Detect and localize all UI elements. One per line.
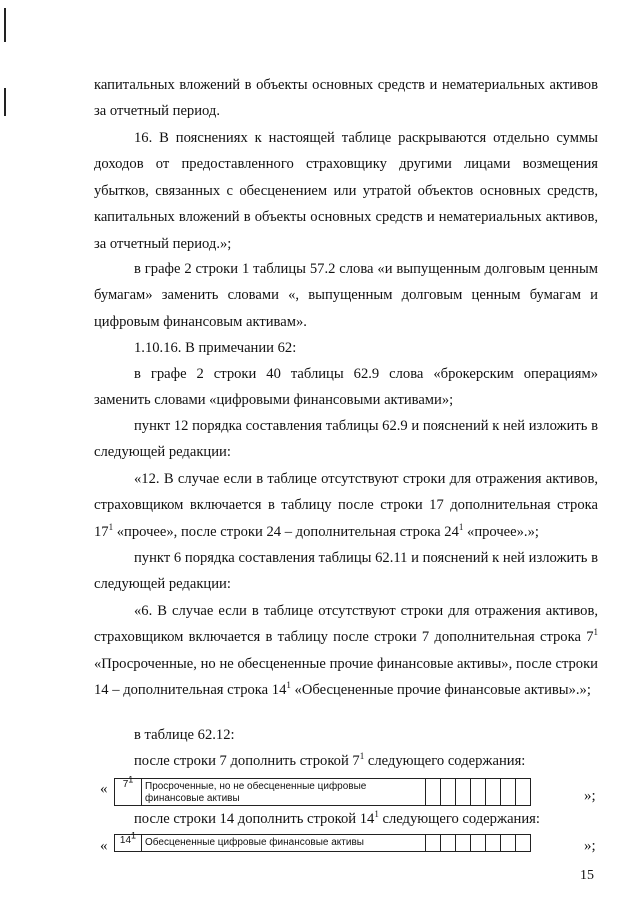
empty-cell <box>426 779 441 806</box>
table1-close-quote: »; <box>584 788 596 804</box>
paragraph-table-57-2: в графе 2 строки 1 таблицы 57.2 слова «и выпущенным долговым ценным бумагам» заменить словами «, выпущенным долговым ценным бумагам и цифровым финансовым активам». <box>94 261 598 330</box>
empty-cell <box>456 835 471 852</box>
paragraph-1-10-16: 1.10.16. В примечании 62: <box>134 340 297 356</box>
empty-cell <box>441 835 456 852</box>
table1-open-quote: « <box>100 781 108 797</box>
empty-cell <box>486 835 501 852</box>
page-number: 15 <box>580 868 594 883</box>
paragraph-table-62-9: в графе 2 строки 40 таблицы 62.9 слова «брокерским операциям» заменить словами «цифровыми финансовыми активами»; <box>94 366 598 409</box>
paragraph-quote-6: «6. В случае если в таблице отсутствуют строки для отражения активов, страховщиком включается в таблицу после строки 7 дополнительная строка $7^1$ «Просроченные, но не обесцененные прочие финансовые активы», после строки 14 – дополнительная строка $14^1$ «Обесцененные прочие финансовые активы».»; <box>94 603 598 699</box>
empty-cell <box>516 779 531 806</box>
paragraph-point-6: пункт 6 порядка составления таблицы 62.11 и пояснений к ней изложить в следующей редакции: <box>94 550 598 593</box>
empty-cell <box>516 835 531 852</box>
empty-cell <box>456 779 471 806</box>
paragraph-point-12: пункт 12 порядка составления таблицы 62.9 и пояснений к ней изложить в следующей редакции: <box>94 418 598 461</box>
margin-mark-top <box>4 8 6 42</box>
row-name-cell: Просроченные, но не обесцененные цифровые финансовые активы <box>142 779 426 806</box>
paragraph-quote-12: «12. В случае если в таблице отсутствуют строки для отражения активов, страховщиком включается в таблицу после строки 17 дополнительная строка $17^1$ «прочее», после строки 24 – дополнительная строка $24^1$ «прочее».»; <box>94 471 598 540</box>
inserted-table-row-7-1 <box>114 774 531 806</box>
empty-cell <box>501 835 516 852</box>
paragraph-table-62-12: в таблице 62.12: <box>134 727 235 743</box>
table2-open-quote: « <box>100 838 108 854</box>
row-number-cell: $14^1$ <box>115 835 142 852</box>
inserted-table-row-14-1 <box>114 830 531 852</box>
table2-close-quote: »; <box>584 838 596 854</box>
empty-cell <box>426 835 441 852</box>
paragraph-add-row-7: после строки 7 дополнить строкой $7^1$ следующего содержания: <box>134 751 526 769</box>
empty-cell <box>441 779 456 806</box>
empty-cell <box>471 779 486 806</box>
paragraph-add-row-14: после строки 14 дополнить строкой $14^1$ следующего содержания: <box>134 809 540 827</box>
row-number-cell: $7^1$ <box>115 779 142 806</box>
paragraph-continuation: капитальных вложений в объекты основных средств и нематериальных активов за отчетный период. <box>94 77 598 120</box>
row-name-cell: Обесцененные цифровые финансовые активы <box>142 835 426 852</box>
margin-mark-mid <box>4 88 6 116</box>
paragraph-item-16: 16. В пояснениях к настоящей таблице раскрываются отдельно суммы доходов от предоставленного страховщику другими лицами возмещения убытков, связанных с обесценением или утратой объектов основных средств, капитальных вложений в объекты основных средств и нематериальных активов, за отчетный период.»; <box>94 130 598 252</box>
empty-cell <box>501 779 516 806</box>
empty-cell <box>471 835 486 852</box>
empty-cell <box>486 779 501 806</box>
